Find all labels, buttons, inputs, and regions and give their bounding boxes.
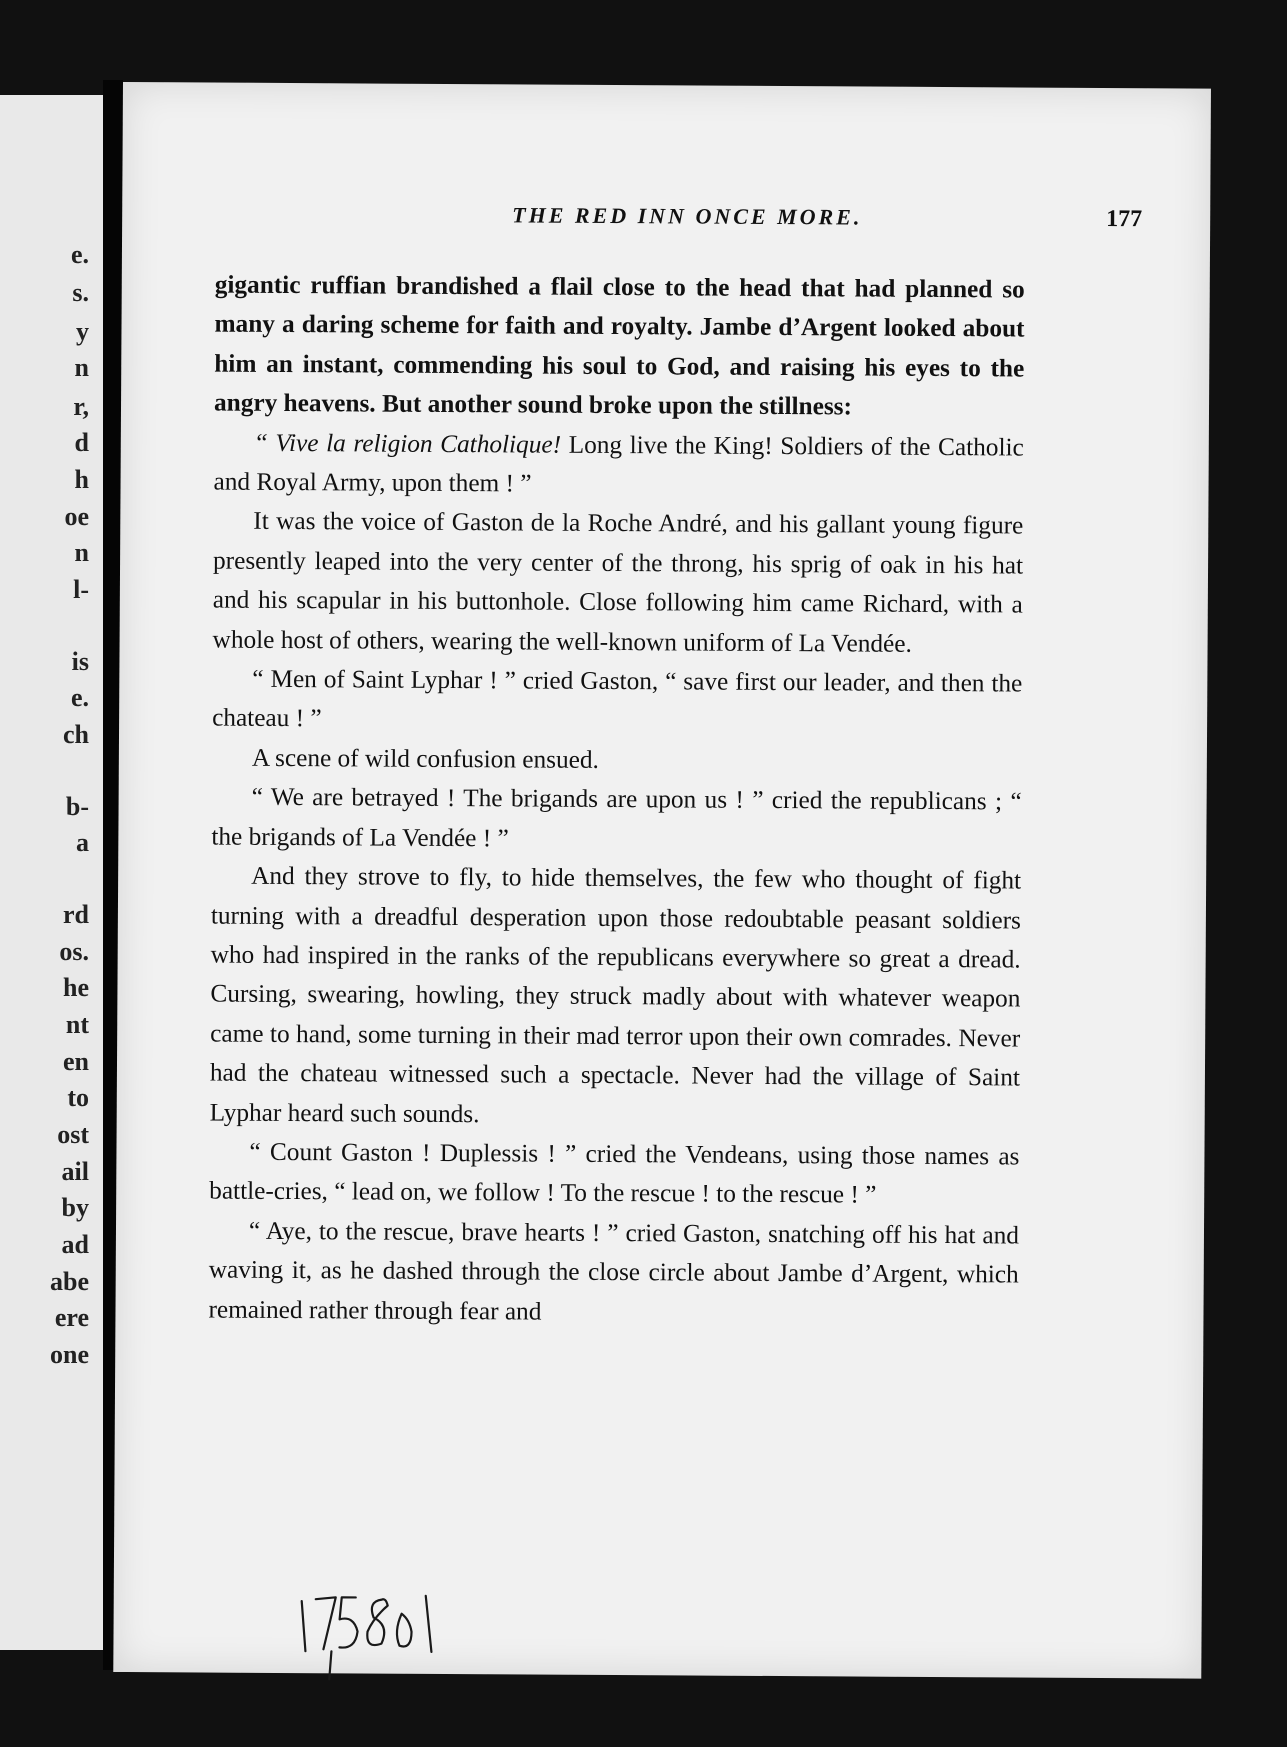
paragraph: A scene of wild confusion ensued. [251,743,600,774]
facing-page-fragment: e. [70,683,89,712]
facing-page-fragment: n [74,538,89,567]
paragraph: It was the voice of Gaston de la Roche André, and his gallant young figure presently leaped into the very center of the throng, his sprig of oak in his hat and his scapular in his buttonhole. Close following him came Richard, with a whole host of others, wearing the well-known uniform of La Vendée. [212,507,1024,658]
facing-page-fragment: ail [61,1157,89,1186]
facing-page-fragment: nt [65,1010,89,1039]
facing-page-fragment: ch [63,720,89,749]
page-number: 177 [1106,206,1143,233]
facing-page-fragment: is [71,647,89,676]
facing-page-fragment: r, [73,392,89,421]
facing-page-fragment: n [74,353,89,382]
facing-page-fragment: rd [63,900,89,929]
facing-page-fragment: ad [61,1230,89,1259]
paragraph: “ We are betrayed ! The brigands are upon us ! ” cried the republicans ; “ the brigands of La Vendée ! ” [211,783,1022,853]
paragraph: gigantic ruffian brandished a flail close to the head that had planned so many a daring scheme for faith and royalty. Jambe d’Argent looked about him an instant, commending his soul to God, and raising his eyes to the angry heavens. But another sound broke upon the stillness: [213,270,1025,421]
book-page [113,82,1211,1679]
facing-page-fragment: e. [70,240,89,269]
paragraph-text: Long live the King! Soldiers of the Catholic and Royal Army, upon them ! ” [213,430,1024,498]
facing-page-fragment: en [63,1047,89,1076]
facing-page-fragment: os. [59,937,89,966]
facing-page-fragment: s. [72,278,89,307]
handwritten-annotation [293,1591,464,1687]
paragraph: “ Men of Saint Lyphar ! ” cried Gaston, “ save first our leader, and then the chateau ! ” [212,664,1023,733]
paragraph: And they strove to fly, to hide themselves, the few who thought of fight turning with a dreadful desperation upon those redoubtable peasant soldiers who had inspired in the ranks of the republicans everywhere so great a dread. Cursing, swearing, howling, they struck madly about with whatever weapon came to hand, some turning in their mad terror upon their own comrades. Never had the chateau witnessed such a spectacle. Never had the village of Saint Lyphar heard such sounds. [209,861,1022,1128]
handwritten-number-graphic [293,1591,464,1682]
facing-page-fragment: he [63,973,89,1002]
paragraph: “ Count Gaston ! Duplessis ! ” cried the Vendeans, using those names as battle-cries, “ lead on, we follow ! To the rescue ! to the rescue ! ” [209,1137,1020,1209]
facing-page-fragment: ere [54,1303,89,1332]
facing-page-fragment: h [74,465,89,494]
facing-page-fragment: oe [64,502,89,531]
body-text [208,266,1024,1335]
facing-page-fragment: one [50,1340,89,1369]
facing-page-fragment: y [76,317,89,346]
page-header [212,201,1142,247]
facing-page-fragment: to [67,1083,89,1112]
facing-page-fragment: l- [73,575,89,604]
facing-page-edge [0,95,103,1650]
facing-page-fragment: a [76,828,89,857]
running-title: THE RED INN ONCE MORE. [512,202,863,230]
paragraph: “ Aye, to the rescue, brave hearts ! ” cried Gaston, snatching off his hat and waving it, as he dashed through the close circle about Jambe d’Argent, which remained rather through fear and [208,1216,1020,1326]
facing-page-fragment: ost [57,1120,89,1149]
italic-phrase: “ Vive la religion Catholique! [253,428,562,459]
paragraph [213,423,1023,507]
facing-page-fragment: d [74,428,89,457]
facing-page-fragment: abe [50,1267,89,1296]
facing-page-fragment: b- [65,792,89,821]
facing-page-fragment: by [61,1193,89,1222]
